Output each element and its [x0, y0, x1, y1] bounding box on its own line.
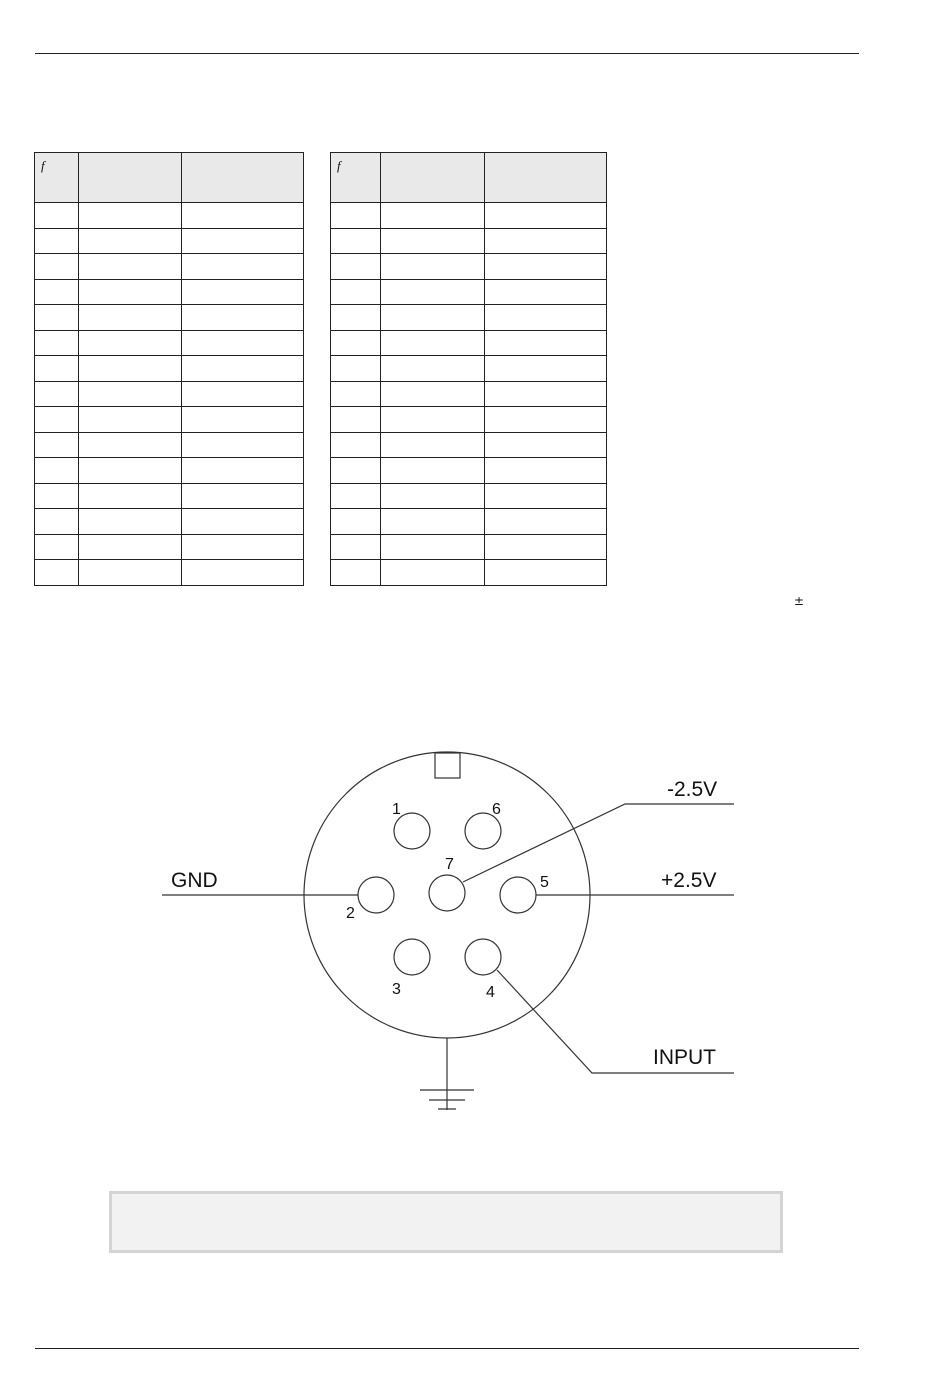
input-label: INPUT [653, 1046, 716, 1069]
note-box [109, 1191, 783, 1253]
connector-key [435, 753, 460, 778]
header-cell-symbol: f [35, 153, 79, 203]
gnd-label: GND [171, 869, 218, 892]
pin-7-circle [429, 875, 465, 911]
pin-number-label: 1 [392, 801, 401, 818]
pin-6-circle [465, 813, 501, 849]
pin-number-label: 6 [492, 801, 501, 818]
pin-number-label: 4 [486, 984, 495, 1001]
header-cell-symbol: f [331, 153, 381, 203]
pin-1-circle [394, 813, 430, 849]
pin-4-circle [465, 939, 501, 975]
footer-rule [35, 1348, 859, 1349]
pin-5-circle [500, 877, 536, 913]
pin-number-label: 3 [392, 981, 401, 998]
pin-number-label: 7 [445, 856, 454, 873]
pin-number-label: 2 [346, 905, 355, 922]
plus-2-5v-label: +2.5V [661, 869, 717, 892]
pin-number-label: 5 [540, 874, 549, 891]
plus-minus-symbol: ± [794, 594, 805, 608]
pin-3-circle [394, 939, 430, 975]
minus-2-5v-label: -2.5V [667, 778, 718, 801]
pin-2-circle [358, 877, 394, 913]
